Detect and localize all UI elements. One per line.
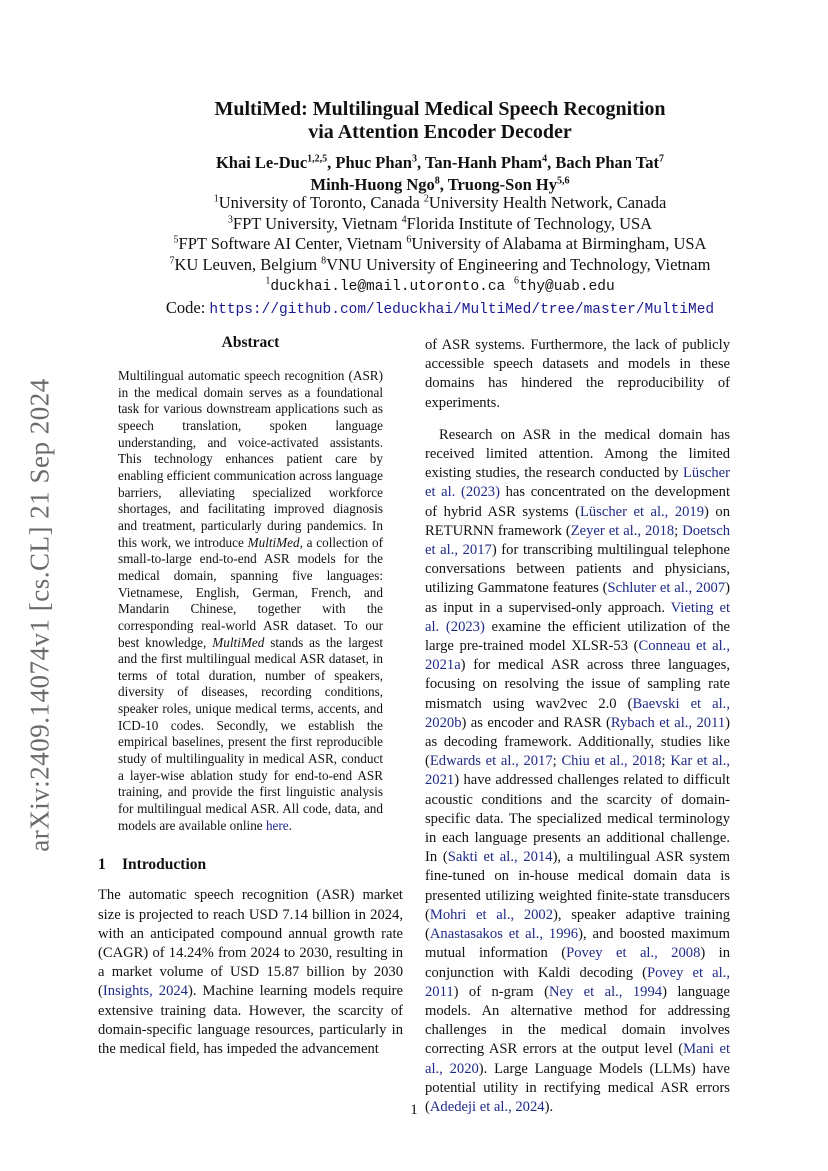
affil-line	[60, 234, 820, 255]
citation-link[interactable]: Rybach et al., 2011	[610, 714, 726, 731]
affil-text: FPT University, Vietnam	[232, 213, 402, 233]
citation-link[interactable]: Schluter et al., 2007	[607, 580, 726, 597]
author-name: Bach Phan Tat	[555, 153, 660, 172]
email-link[interactable]: duckhai.le@mail.utoronto.ca	[270, 279, 514, 295]
arxiv-stamp-text: arXiv:2409.14074v1 [cs.CL] 21 Sep 2024	[24, 378, 55, 852]
text-run: ), and boosted maximum mutual information (	[425, 926, 730, 962]
abstract-part: , a collection of small-to-large end-to-end ASR models for the medical domain, spanning five languages: Vietnamese, English, German, French, and Mandarin Chinese, together with the corresponding real-world ASR dataset. To our best knowledge,	[118, 534, 383, 650]
title-line-2: via Attention Encoder Decoder	[308, 121, 572, 143]
abstract-heading: Abstract	[221, 334, 280, 351]
citation-link[interactable]: Doetsch et al., 2017	[425, 522, 731, 559]
citation-link[interactable]: Adedeji et al., 2024	[429, 1098, 545, 1115]
citation-link[interactable]: Baevski et al., 2020b	[425, 695, 730, 731]
text-run: has concentrated on the development of hybrid ASR systems (	[425, 484, 730, 520]
abstract-part: .	[288, 817, 292, 833]
author-line-1: Khai Le-Duc$^{1,2,5}$, Phuc Phan$^3$, Tan-Hanh Pham$^4$, Bach Phan Tat$^7$	[215, 153, 665, 172]
citation-link[interactable]: Mani et al., 2020	[425, 1041, 730, 1077]
title-line-1: MultiMed: Multilingual Medical Speech Recognition	[214, 98, 666, 120]
citation-link[interactable]: Lüscher et al. (2023)	[425, 465, 730, 501]
text-run: ;	[674, 522, 683, 539]
text-run: ) for transcribing multilingual telephone conversations between patients and physicians, utilizing Gammatone features (	[425, 542, 730, 597]
text-run: ).	[544, 1098, 554, 1115]
text-run: ), a multilingual ASR system fine-tuned on in-house medical domain data is presented utilizing weighted finite-state transducers (	[425, 849, 730, 923]
citation-link[interactable]: Mohri et al., 2002	[429, 906, 554, 923]
affil-sup: 6	[406, 234, 412, 246]
text-run: ) on RETURNN framework (	[425, 503, 730, 539]
multimed-name: MultiMed	[212, 634, 265, 650]
citation-link[interactable]: Anastasakos et al., 1996	[429, 926, 579, 943]
author-name: Truong-Son Hy	[447, 175, 557, 194]
citation-link[interactable]: Povey et al., 2008	[566, 945, 701, 962]
affil-line	[60, 255, 820, 276]
affil-sup: 7	[169, 255, 175, 266]
citation-link[interactable]: Insights, 2024	[102, 983, 188, 1000]
author-name: Phuc Phan	[335, 153, 412, 172]
affiliations	[60, 193, 820, 320]
code-label: Code:	[165, 297, 210, 317]
here-link[interactable]: here	[265, 817, 289, 833]
author-sup: 1,2,5	[307, 153, 328, 165]
affil-line	[60, 193, 820, 214]
code-url-link[interactable]: https://github.com/leduckhai/MultiMed/tree/master/MultiMed	[209, 301, 715, 318]
citation-link[interactable]: Ney et al., 1994	[548, 983, 663, 1000]
author-list	[60, 152, 820, 196]
email-link[interactable]: thy@uab.edu	[518, 279, 615, 295]
affil-sup: 5	[173, 234, 179, 246]
citation-link[interactable]: Sakti et al., 2014	[447, 849, 553, 866]
left-column	[98, 334, 403, 1059]
citation-link[interactable]: Conneau et al., 2021a	[425, 638, 730, 674]
text-run: ) in conjunction with Kaldi decoding (	[425, 945, 730, 981]
citation-link[interactable]: Chiu et al., 2018	[561, 753, 662, 770]
affil-sup: 3	[227, 214, 233, 225]
right-column	[425, 336, 730, 1117]
abstract-part: stands as the largest and the first multilingual medical ASR dataset, in terms of total duration, number of speakers, diversity of diseases, recording conditions, speaker roles, unique medical terms, accents, and ICD-10 codes. Secondly, we establish the empirical baselines, present the first reproducible study of multilinguality in medical ASR, conduct a layer-wise ablation study for end-to-end ASR training, and provide the first linguistic analysis for multilingual medical ASR. All code, data, and models are available online	[118, 634, 384, 833]
citation-link[interactable]: Kar et al., 2021	[425, 753, 730, 789]
author-sup: 3	[411, 153, 417, 165]
research-paragraph	[425, 426, 730, 1117]
text-run: ) as encoder and RASR (	[461, 714, 611, 731]
author-name: Khai Le-Duc	[215, 153, 308, 172]
page-number: 1	[410, 1102, 418, 1118]
citation-link[interactable]: Vieting et al. (2023)	[425, 599, 730, 635]
citation-link[interactable]: Lüscher et al., 2019	[579, 503, 705, 520]
affil-line	[60, 214, 820, 235]
author-sup: 5,6	[556, 175, 570, 187]
text-run: ) have addressed challenges related to difficult acoustic conditions and the scarcity of domain-specific data. The specialized medical terminology in each language presents an additional challenge. In (	[425, 772, 730, 866]
affil-sup: 4	[401, 214, 407, 225]
author-sup: 8	[434, 175, 440, 187]
author-sup: 4	[542, 153, 548, 165]
text-run: ) as decoding framework. Additionally, studies like (	[425, 714, 731, 770]
text-run: The automatic speech recognition (ASR) market size is projected to reach USD 7.14 billion in 2024, with an anticipated compound annual growth rate (CAGR) of 14.24% from 2024 to 2030, resulting in a market volume of USD 15.87 billion by 2030 (	[98, 887, 403, 1000]
continued-paragraph: of ASR systems. Furthermore, the lack of publicly accessible speech datasets and models in these domains has hindered the reproducibility of experiments.	[425, 337, 730, 411]
email-sup: 1	[265, 275, 271, 287]
affil-sup: 1	[213, 193, 219, 205]
code-line	[60, 298, 820, 321]
text-run: examine the efficient utilization of the large pre-trained model XLSR-53 (	[425, 618, 730, 655]
text-run: ). Large Language Models (LLMs) have potential utility in rectifying medical ASR errors (	[425, 1060, 730, 1115]
text-run: ) as input in a supervised-only approach.	[425, 580, 730, 616]
author-name: Tan-Hanh Pham	[424, 153, 543, 172]
affil-text: Florida Institute of Technology, USA	[406, 213, 653, 233]
text-run: ), speaker adaptive training (	[425, 906, 731, 943]
affil-text: FPT Software AI Center, Vietnam	[178, 234, 407, 253]
text-run: ). Machine learning models require extensive training data. However, the scarcity of domain-specific language resources, particularly in the medical field, has impeded the advancement	[98, 983, 404, 1057]
author-line-2: Minh-Huong Ngo$^8$, Truong-Son Hy$^{5,6}$	[310, 175, 570, 194]
section-number: 1	[98, 856, 106, 874]
citation-link[interactable]: Povey et al., 2011	[425, 964, 730, 1000]
affil-sup: 2	[423, 193, 429, 205]
citation-link[interactable]: Edwards et al., 2017	[429, 753, 553, 770]
author-sup: 7	[659, 153, 665, 165]
affil-text: University of Alabama at Birmingham, USA	[411, 234, 707, 253]
text-run: ) for medical ASR across three languages, focusing on resolving the issue of sampling rate mismatch using wav2vec 2.0 (	[425, 657, 730, 712]
multimed-name: MultiMed	[247, 534, 300, 550]
affil-text: University of Toronto, Canada	[218, 193, 424, 212]
text-run: Research on ASR in the medical domain has received limited attention. Among the limited existing studies, the research conducted by	[425, 426, 730, 482]
affil-text: University Health Network, Canada	[428, 193, 667, 212]
affil-text: VNU University of Engineering and Technology, Vietnam	[326, 254, 711, 274]
text-run: ) of n-gram (	[453, 983, 549, 1000]
section-heading-introduction	[98, 856, 403, 874]
text-run: ) language models. An alternative method for addressing challenges in the medical domain involves correcting ASR errors at the output level (	[425, 983, 731, 1058]
paper-title	[60, 98, 820, 144]
author-name: Minh-Huong Ngo	[310, 175, 435, 194]
citation-link[interactable]: Zeyer et al., 2018	[570, 522, 675, 539]
text-run: ;	[661, 753, 671, 770]
abstract-text	[118, 368, 383, 834]
section-title: Introduction	[122, 856, 207, 874]
email-line	[60, 275, 820, 298]
affil-text: KU Leuven, Belgium	[174, 254, 322, 274]
affil-sup: 8	[321, 255, 327, 266]
abstract-part: Multilingual automatic speech recognition (ASR) in the medical domain serves as a foundational task for various downstream applications such as speech translation, spoken language understanding, and voice-activated assistants. This technology enhances patient care by enabling efficient communication across language barriers, alleviating specialized workforce shortages, and facilitating improved diagnosis and treatment, particularly during pandemics. In this work, we introduce	[118, 368, 383, 550]
intro-paragraph	[98, 886, 403, 1059]
email-sup: 6	[513, 275, 519, 287]
arxiv-stamp	[20, 370, 60, 860]
text-run: ;	[552, 753, 562, 770]
